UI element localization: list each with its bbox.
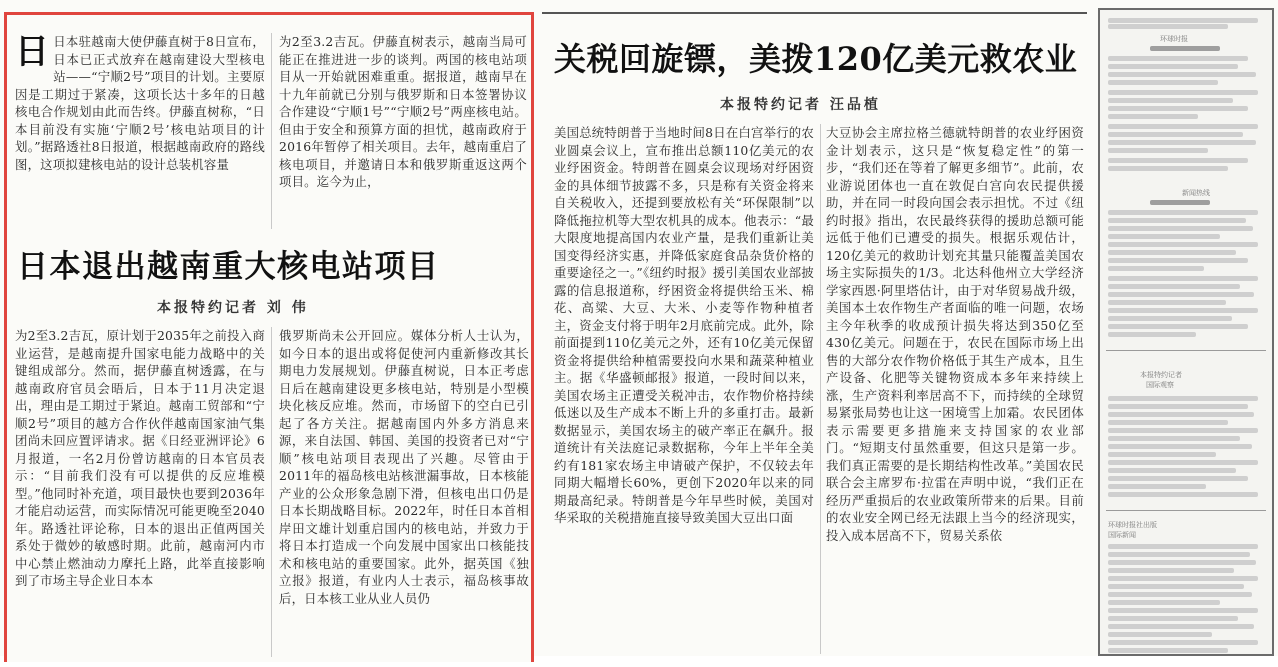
sidebar-text-line bbox=[1108, 428, 1258, 433]
sidebar-text-line bbox=[1108, 404, 1248, 409]
sidebar-text-line bbox=[1108, 300, 1226, 305]
sidebar-label: 国际新闻 bbox=[1108, 531, 1136, 539]
sidebar-text-line bbox=[1108, 576, 1258, 581]
article-headline: 关税回旋镖，美拨120亿美元救农业 bbox=[554, 40, 1078, 78]
sidebar-text-line bbox=[1108, 166, 1228, 171]
sidebar-text-line bbox=[1108, 258, 1248, 263]
sidebar-text-line bbox=[1108, 18, 1258, 23]
highlighted-article-japan-vietnam[interactable] bbox=[4, 12, 534, 662]
sidebar-label: 环球时报 bbox=[1160, 35, 1188, 43]
sidebar-text-line bbox=[1150, 200, 1210, 205]
sidebar-text-line bbox=[1108, 106, 1248, 111]
sidebar-text-line bbox=[1108, 584, 1244, 589]
sidebar-column-strip bbox=[1098, 8, 1274, 656]
sidebar-text-line bbox=[1108, 226, 1253, 231]
sidebar-text-line bbox=[1108, 592, 1252, 597]
article-byline: 本报特约记者 汪品植 bbox=[720, 97, 881, 113]
sidebar-text-line bbox=[1108, 324, 1248, 329]
column-divider bbox=[271, 327, 272, 657]
sidebar-text-line bbox=[1108, 552, 1250, 557]
sidebar-text-line bbox=[1108, 444, 1252, 449]
sidebar-text-line bbox=[1108, 560, 1256, 565]
article-top-column-1-text: 日本驻越南大使伊藤直树于8日宣布，日本已正式放弃在越南建设大型核电站——“宁顺2号”项目的计划。主要原因是工期过于紧凑，这项长达十多年的日越核电合作规划由此而告终。伊藤直树称，“日本目前没有实施‘宁顺2号’核电站项目的计划。”据路透社8日报道，根据越南政府的路线图，这项拟建核电站的设计总装机容量 bbox=[15, 34, 265, 172]
sidebar-text-line bbox=[1108, 266, 1204, 271]
sidebar-text-line bbox=[1108, 568, 1234, 573]
article-bottom-column-1: 为2至3.2吉瓦，原计划于2035年之前投入商业运营，是越南提升国家电能力战略中的关键组成部分。然而，据伊藤直树透露，在与越南政府官员会晤后，日本于11月决定退出，理由是工期过于紧迫。越南工贸部和“宁顺2号”项目的越方合作伙伴越南国家油气集团尚未回应置评请求。据《日经亚洲评论》6月报道，一名2月份曾访越南的日本官员表示：“目前我们没有可以提供的反应堆模型。”他同时补充道，项目最快也要到2036年才能启动运营，而实际情况可能更晚至2040年。路透社评论称，日本的退出正值两国关系处于微妙的敏感时期。此前，越南河内市中心禁止燃油动力摩托上路，此举直接影响到了市场主导企业日本本 bbox=[15, 328, 265, 588]
article-byline: 本报特约记者 刘 伟 bbox=[157, 300, 309, 316]
sidebar-text-line bbox=[1108, 132, 1243, 137]
sidebar-text-line bbox=[1108, 420, 1228, 425]
sidebar-text-line bbox=[1108, 158, 1248, 163]
sidebar-text-line bbox=[1108, 140, 1256, 145]
sidebar-text-line bbox=[1108, 616, 1238, 621]
sidebar-divider bbox=[1106, 350, 1266, 351]
sidebar-text-line bbox=[1108, 90, 1258, 95]
sidebar-text-line bbox=[1108, 476, 1248, 481]
sidebar-label: 本报特约记者 bbox=[1140, 371, 1182, 379]
sidebar-text-line bbox=[1108, 484, 1206, 489]
article-column-1: 美国总统特朗普于当地时间8日在白宫举行的农业圆桌会议上，宣布推出总额110亿美元的农业纾困资金。特朗普在圆桌会议现场对纾困资金的具体细节披露不多，只是称有关资金将来自关税收入，还提到要放松有关“环保限制”以降低拖拉机等大型农机具的成本。他表示：“最大限度地提高国内农业产量，是我们重新让美国变得经济实惠，并降低家庭食品杂货价格的重要途径之一。”《纽约时报》援引美国农业部披露的信息报道称，纾困资金将提供给玉米、棉花、高粱、大豆、大米、小麦等作物种植者主，资金支付将于明年2月底前完成。此外，除前面提到110亿美元之外，还有10亿美元保留资金将提供给种植需要投向水果和蔬菜种植业主。据《华盛顿邮报》报道，一段时间以来，美国农场主正遭受关税冲击，农作物价格持续低迷以及生产成本不断上升的多重打击。最新数据显示，美国农场主的破产率正在飙升。报道统计有关法庭记录数据称，今年上半年全美约有181家农场主申请破产保护，不仅较去年同期大幅增长60%，更创下2020年以来的同期最高纪录。特朗普是今年早些时候，美国对华采取的关税措施直接导致美国大豆出口面 bbox=[554, 125, 814, 525]
sidebar-label: 国际观察 bbox=[1146, 381, 1174, 389]
sidebar-text-line bbox=[1108, 250, 1236, 255]
sidebar-text-line bbox=[1108, 632, 1212, 637]
sidebar-text-line bbox=[1108, 640, 1258, 645]
sidebar-text-line bbox=[1108, 544, 1258, 549]
sidebar-text-line bbox=[1108, 242, 1258, 247]
sidebar-divider bbox=[1106, 510, 1266, 511]
sidebar-text-line bbox=[1108, 332, 1196, 337]
sidebar-text-line bbox=[1108, 124, 1258, 129]
sidebar-text-line bbox=[1108, 72, 1256, 77]
sidebar-text-line bbox=[1108, 114, 1198, 119]
sidebar-text-line bbox=[1108, 600, 1220, 605]
sidebar-text-line bbox=[1108, 460, 1258, 465]
sidebar-text-line bbox=[1108, 98, 1233, 103]
sidebar-text-line bbox=[1108, 64, 1238, 69]
sidebar-text-line bbox=[1108, 234, 1220, 239]
sidebar-text-line bbox=[1108, 276, 1258, 281]
sidebar-text-line bbox=[1108, 452, 1216, 457]
sidebar-text-line bbox=[1108, 468, 1236, 473]
sidebar-text-line bbox=[1108, 148, 1208, 153]
top-rule bbox=[542, 12, 1087, 14]
sidebar-text-line bbox=[1108, 492, 1258, 497]
column-divider bbox=[820, 124, 821, 654]
sidebar-text-line bbox=[1108, 292, 1254, 297]
sidebar-text-line bbox=[1108, 436, 1240, 441]
sidebar-text-line bbox=[1108, 24, 1228, 29]
column-divider bbox=[271, 33, 272, 229]
article-headline: 日本退出越南重大核电站项目 bbox=[17, 249, 440, 285]
sidebar-text-line bbox=[1108, 80, 1218, 85]
article-top-column-1 bbox=[15, 33, 265, 233]
sidebar-text-line bbox=[1108, 284, 1240, 289]
sidebar-text-line bbox=[1108, 56, 1248, 61]
sidebar-text-line bbox=[1108, 218, 1246, 223]
sidebar-text-line bbox=[1108, 210, 1258, 215]
sidebar-text-line bbox=[1108, 412, 1254, 417]
sidebar-text-line bbox=[1108, 308, 1258, 313]
article-us-tariff-agriculture bbox=[542, 12, 1087, 656]
sidebar-text-line bbox=[1150, 46, 1220, 51]
sidebar-text-line bbox=[1108, 648, 1228, 653]
sidebar-label: 环球时报社出版 bbox=[1108, 521, 1157, 529]
article-column-2: 大豆协会主席拉格兰德就特朗普的农业纾困资金计划表示，这只是“恢复稳定性”的第一步，“我们还在等着了解更多细节”。此前，农业游说团体也一直在敦促白宫向农民提供援助，并在同一时段向国会表示担忧。不过《纽约时报》指出，农民最终获得的援助总额可能远低于他们已遭受的损失。根据乐观估计，120亿美元的救助计划充其量只能覆盖美国农场主实际损失的1/3。北达科他州立大学经济学家西恩·阿里塔估计，由于对华贸易战升级，美国本土农作物生产者面临的唯一问题，农场主今年秋季的收成预计损失将达到350亿至430亿美元。问题在于，农民在国际市场上出售的大部分农作物价格低于其生产成本，且生产设备、化肥等关键物资成本多年来持续上涨，生产资料利率居高不下，而持续的全球贸易紧张局势也让这一困境雪上加霜。农民团体表示需要更多措施来支持国家的农业部门。“短期支付虽然重要，但这只是第一步。我们真正需要的是长期结构性改革。”美国农民联合会主席罗布·拉雷在声明中说，“我们正在经历严重损后的农业政策所带来的后果。目前的农业安全网已经无法跟上当今的经济现实，投入成本居高不下，贸易关系依 bbox=[826, 125, 1084, 543]
sidebar-text-line bbox=[1108, 396, 1258, 401]
article-top-column-2: 为2至3.2吉瓦。伊藤直树表示，越南当局可能正在推进进一步的谈判。两国的核电站项目从一开始就困难重重。据报道，越南早在十九年前就已分别与俄罗斯和日本签署协议合作建设“宁顺1号”“宁顺2号”两座核电站。但由于安全和预算方面的担忧，越南政府于2016年暂停了相关项目。去年，越南重启了核电项目，并邀请日本和俄罗斯重返这两个项目。迄今为止， bbox=[279, 34, 527, 189]
sidebar-text-line bbox=[1108, 624, 1254, 629]
sidebar-text-line bbox=[1108, 316, 1232, 321]
article-bottom-column-2: 俄罗斯尚未公开回应。媒体分析人士认为，如今日本的退出或将促使河内重新修改其长期电力发展规划。伊藤直树说，日本正考虑日后在越南建设更多核电站，特别是小型模块化核反应堆。然而，市场留下的空白已引起了各方关注。据越南国内外多方消息来源，来自法国、韩国、美国的投资者已对“宁顺”核电站项目表现出了兴趣。尽管由于2011年的福岛核电站核泄漏事故，日本核能产业的公众形象急剧下滑，但核电出口仍是日本长期战略目标。2022年，时任日本首相岸田文雄计划重启国内的核电站，并致力于将日本打造成一个向发展中国家出口核能技术和核电站的重要国家。此外，据英国《独立报》报道，有业内人士表示，福岛核事故后，日本核工业从业人员仍 bbox=[279, 328, 529, 606]
sidebar-text-line bbox=[1108, 608, 1258, 613]
sidebar-label: 新闻热线 bbox=[1182, 189, 1210, 197]
drop-cap: 日 bbox=[15, 33, 50, 72]
